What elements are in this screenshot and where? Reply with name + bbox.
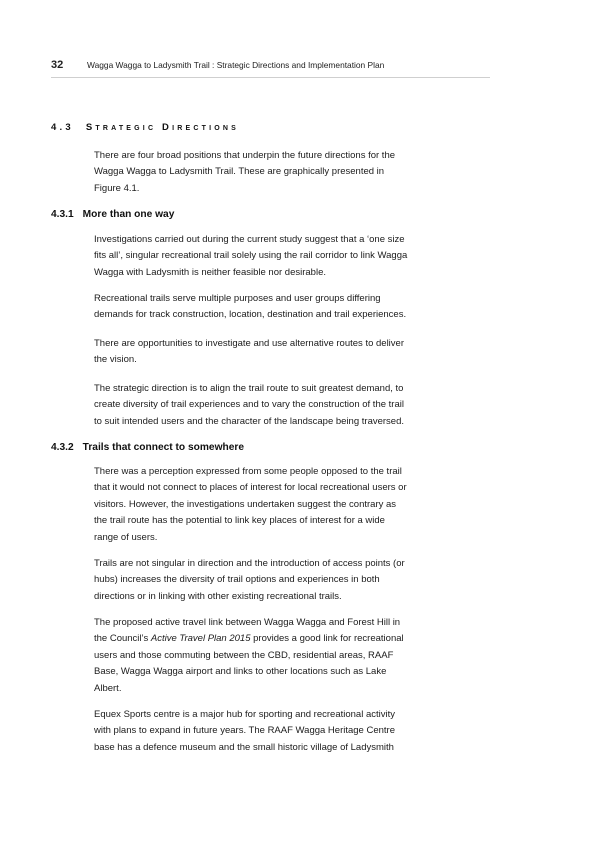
subsection-heading-4-3-2: [51, 442, 244, 453]
text-line: users and those commuting between the CBD, residential areas, RAAF: [94, 649, 394, 661]
page-header: [51, 59, 491, 75]
text-line: the vision.: [94, 354, 137, 366]
text-line: Trails are not singular in direction and the introduction of access points (or: [94, 558, 405, 569]
subsection-title: Trails that connect to somewhere: [82, 442, 245, 453]
text-line: [94, 631, 444, 647]
text-line: Recreational trails serve multiple purposes and user groups differing: [94, 293, 381, 304]
section-heading: [51, 122, 239, 133]
text-line: There are four broad positions that underpin the future directions for the: [94, 150, 396, 161]
subsection-number: 4.3.1: [51, 209, 74, 220]
text-line: fits all’, singular recreational trail solely using the rail corridor to link Wagga: [94, 250, 408, 262]
page-number: 32: [51, 59, 64, 71]
text-line: Equex Sports centre is a major hub for sporting and recreational activity: [94, 709, 395, 720]
text-line: directions or in linking with other existing recreational trails.: [94, 590, 342, 602]
paragraph: [94, 556, 444, 605]
plan-title-italic: Active Travel Plan 2015: [150, 633, 251, 645]
text-line: the trail route has the potential to link key places of interest for a wide: [94, 515, 385, 527]
text-line: create diversity of trail experiences and to vary the construction of the trail: [94, 399, 404, 411]
text-line: There was a perception expressed from some people opposed to the trail: [94, 466, 402, 477]
paragraph: [94, 707, 444, 756]
paragraph: [94, 232, 444, 281]
paragraph: [94, 291, 444, 324]
running-title: Wagga Wagga to Ladysmith Trail : Strategic Directions and Implementation Plan: [87, 60, 385, 70]
text-line: Base, Wagga Wagga airport and links to other locations such as Lake: [94, 666, 387, 678]
section-number: 4.3: [51, 122, 74, 133]
text-line: Wagga Wagga to Ladysmith Trail. These are graphically presented in: [94, 166, 385, 178]
paragraph: [94, 615, 444, 697]
text-line: base has a defence museum and the small historic village of Ladysmith: [94, 741, 394, 753]
section-title: Strategic Directions: [85, 122, 240, 133]
subsection-title: More than one way: [82, 209, 175, 220]
text-line: The strategic direction is to align the trail route to suit greatest demand, to: [94, 383, 404, 394]
text-line: Investigations carried out during the current study suggest that a ‘one size: [94, 234, 405, 245]
text-line: to suit intended users and the character of the landscape being traversed.: [94, 415, 405, 427]
text-run: the Council’s: [94, 633, 151, 645]
paragraph: [94, 381, 444, 430]
subsection-number: 4.3.2: [51, 442, 74, 453]
text-line: with plans to expand in future years. The RAAF Wagga Heritage Centre: [94, 725, 395, 737]
subsection-heading-4-3-1: [51, 209, 174, 220]
header-divider: [51, 77, 490, 78]
paragraph: [94, 464, 444, 546]
text-line: Albert.: [94, 682, 122, 694]
text-line: The proposed active travel link between Wagga Wagga and Forest Hill in: [94, 617, 401, 628]
text-line: range of users.: [94, 531, 158, 543]
text-line: There are opportunities to investigate and use alternative routes to deliver: [94, 338, 404, 349]
text-line: Wagga with Ladysmith is neither feasible nor desirable.: [94, 266, 326, 278]
text-line: Figure 4.1.: [94, 182, 140, 194]
text-line: visitors. However, the investigations undertaken suggest the contrary as: [94, 498, 397, 510]
intro-paragraph: [94, 148, 444, 197]
text-line: hubs) increases the diversity of trail options and experiences in both: [94, 574, 380, 586]
text-line: demands for track construction, location, destination and trail experiences.: [94, 309, 407, 321]
text-line: that it would not connect to places of interest for local recreational users or: [94, 482, 407, 494]
paragraph: [94, 336, 444, 369]
text-run: provides a good link for recreational: [250, 633, 404, 645]
